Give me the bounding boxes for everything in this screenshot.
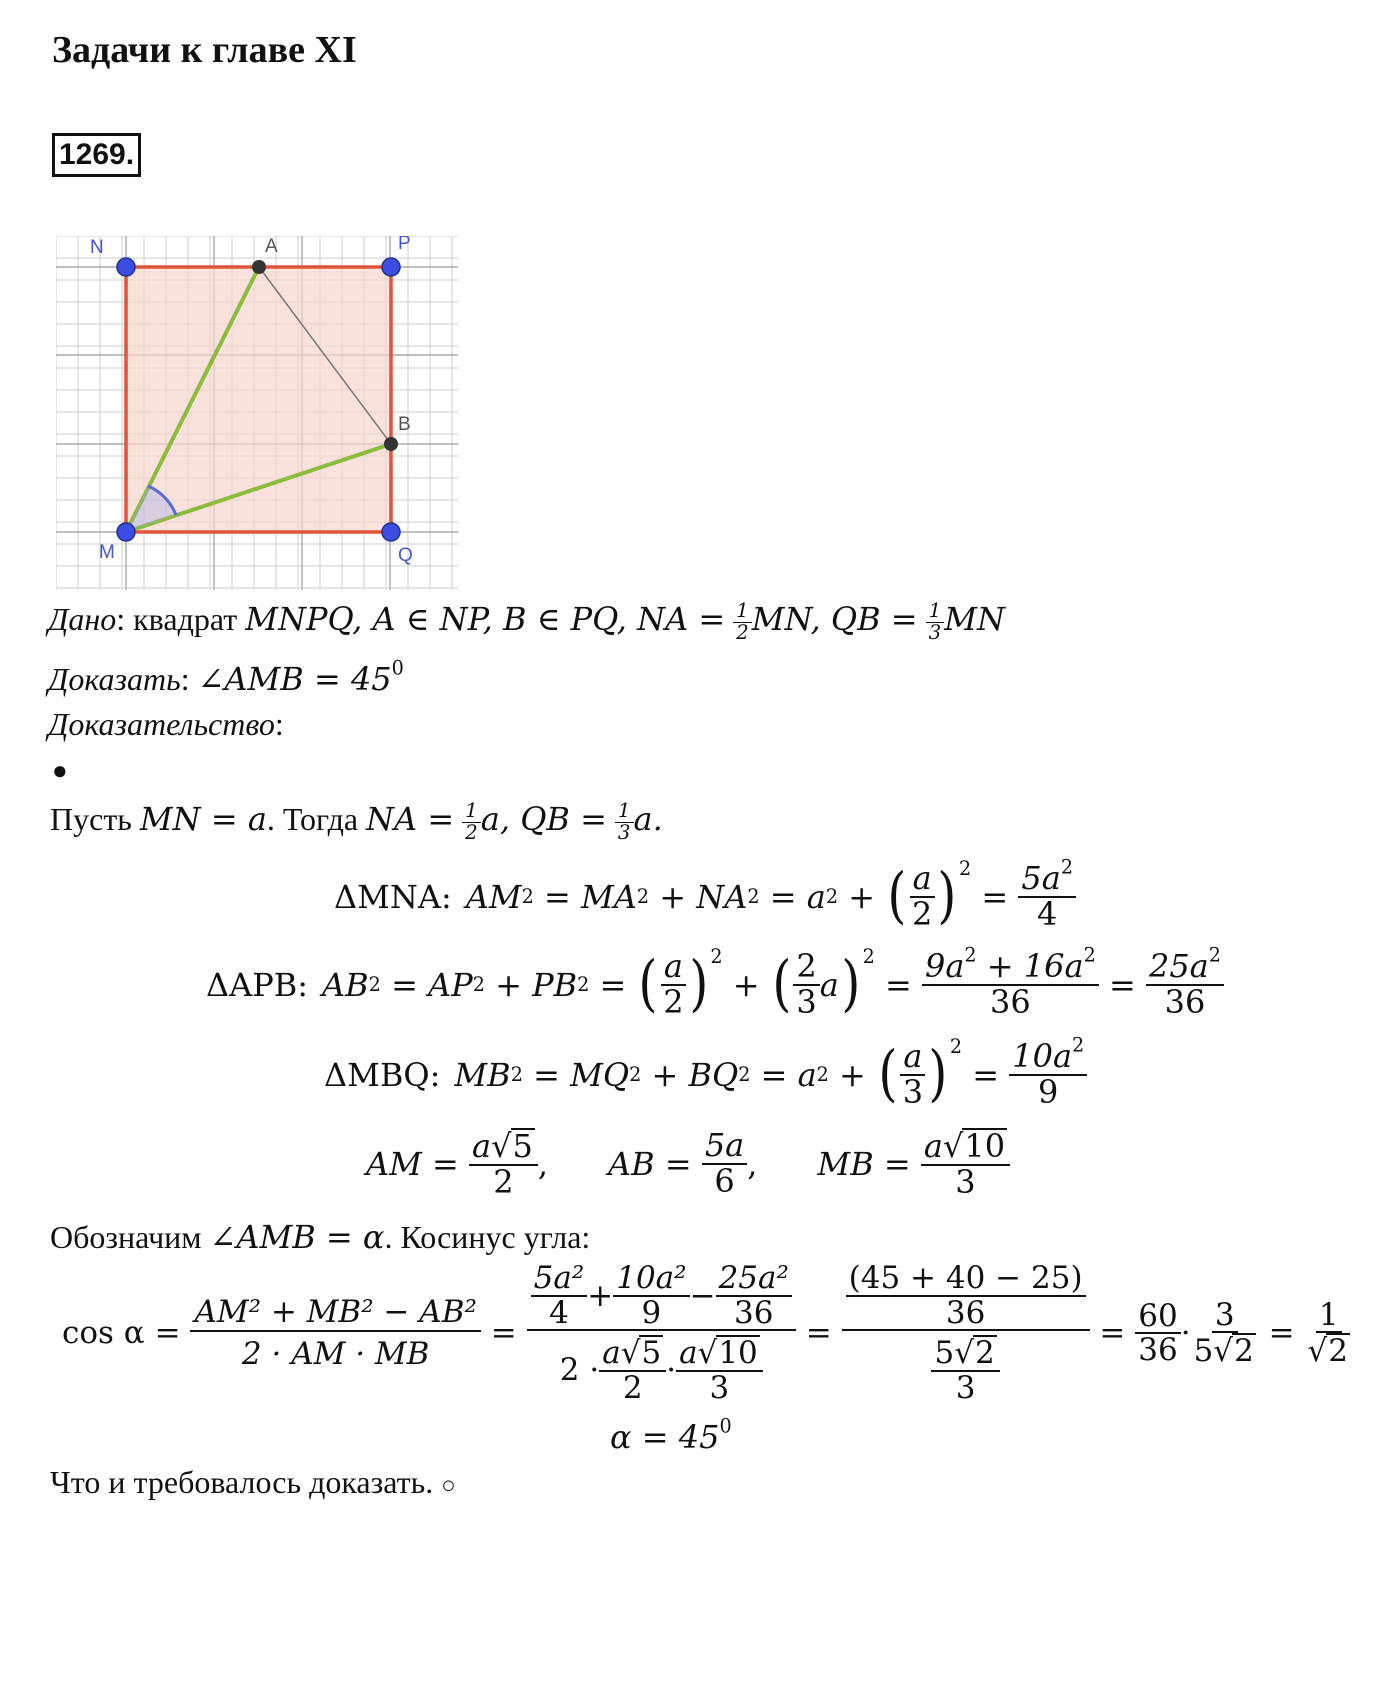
cosine-equation: cos α = $\frac{\text{AM² + MB² − AB²}}{2 \cdot AM \cdot MB}$ = $\frac{\text{5a²}}{4}$ + $\frac{\text{10a²}}{9}$ − $\frac{\text{25a²}}{36}$ 2 · a √ 5 2 · a √ 10 3 = $\frac{(45 + 40 - 25)}{36}$ 5 √ 2 3 = $\frac{60}{36}$ · 3 5 √ 2 = 1 √ 2	[62, 1260, 1348, 1406]
let-line: Пусть MN = a. Тогда NA = $\frac{1}{2}$ a, QB = $\frac{1}{3}$ a.	[50, 799, 663, 845]
proof-label: Доказательство:	[48, 706, 284, 742]
conclusion: Что и требовалось доказать. ○	[50, 1464, 456, 1500]
chapter-title: Задачи к главе XI	[52, 29, 357, 71]
point-a	[252, 260, 266, 274]
side-lengths: AM = a √ 5 2 , AB = $\frac{5a}{6}$ , MB = a √ 10 3	[366, 1128, 1010, 1199]
point-b	[384, 437, 398, 451]
label-m: M	[99, 542, 115, 563]
prove-line: Доказать: ∠AMB = $45^0$	[48, 656, 404, 698]
problem-number: 1269.	[52, 133, 141, 177]
given-line: Дано: квадрат MNPQ, A ∈ NP, B ∈ PQ, NA = $\frac{1}{2}$ MN, QB = $\frac{1}{3}$ MN	[48, 599, 1005, 645]
vertex-p	[382, 258, 400, 276]
label-q: Q	[398, 545, 413, 566]
label-n: N	[90, 237, 104, 258]
equation-mbq: ΔMBQ: MB 2 = MQ 2 + BQ 2 = a 2 + ( $\frac{a}{3}$ ) 2 = $\frac{10a^2}{9}$	[324, 1040, 1087, 1109]
label-p: P	[398, 236, 411, 254]
alpha-result: $\alpha = 45^0$	[610, 1414, 732, 1456]
geometry-figure	[56, 236, 458, 590]
vertex-m	[117, 523, 135, 541]
denote-line: Обозначим ∠AMB = α. Косинус угла:	[50, 1218, 591, 1256]
equation-mna: ΔMNA: AM 2 = MA 2 + NA 2 = a 2 + ( $\frac{a}{2}$ ) 2 = $\frac{5a^2}{4}$	[334, 862, 1076, 931]
vertex-n	[117, 258, 135, 276]
label-a: A	[265, 236, 278, 257]
vertex-q	[382, 523, 400, 541]
label-b: B	[398, 414, 411, 435]
bullet: ●	[52, 756, 68, 785]
square-fill	[126, 267, 391, 532]
equation-apb: ΔAPB: AB 2 = AP 2 + PB 2 = ( $\frac{a}{2}$ ) 2 + ( $\frac{2}{3}$ a ) 2 = $\frac{9a^2 + 16a^2}{36}$ = $\frac{25a^2}{36}$	[206, 950, 1224, 1019]
